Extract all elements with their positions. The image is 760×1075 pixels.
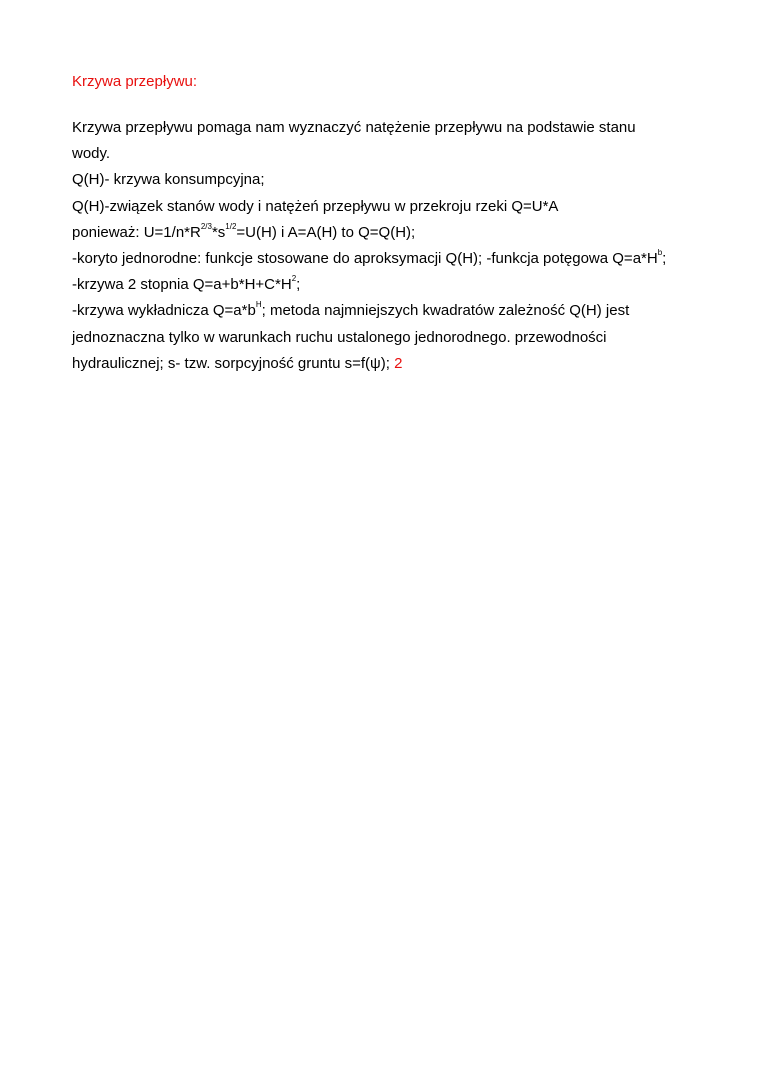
red-annotation: 2: [394, 354, 403, 372]
superscript: H: [255, 300, 262, 310]
text-line-3: Q(H)- krzywa konsumpcyjna;: [72, 171, 265, 189]
text-line-10: [72, 351, 692, 377]
text-line-8: [72, 298, 692, 324]
formula-part: -koryto jednorodne: funkcje stosowane do aproksymacji Q(H); -funkcja potęgowa Q=a*H: [72, 250, 658, 268]
text-line-7: [72, 272, 692, 298]
formula-part: hydraulicznej; s- tzw. sorpcyjność gruntu s=f(ψ);: [72, 354, 390, 372]
superscript: 1/2: [225, 221, 237, 231]
text-line-5: [72, 220, 692, 246]
formula-part: ponieważ: U=1/n*R: [72, 223, 201, 241]
text-line-4: Q(H)-związek stanów wody i natężeń przepływu w przekroju rzeki Q=U*A: [72, 197, 559, 215]
body-text: [72, 115, 692, 377]
superscript: 2/3: [200, 221, 212, 231]
formula-part: *s: [211, 223, 226, 241]
superscript: 2: [291, 274, 297, 284]
formula-part: ;: [662, 250, 667, 268]
formula-part: ;: [296, 276, 301, 294]
formula-part: -krzywa wykładnicza Q=a*b: [72, 302, 256, 320]
text-line-2: wody.: [72, 145, 111, 163]
formula-part: =U(H) i A=A(H) to Q=Q(H);: [236, 223, 416, 241]
superscript: b: [657, 248, 663, 258]
section-heading: Krzywa przepływu:: [72, 73, 198, 90]
text-line-9: jednoznaczna tylko w warunkach ruchu ustalonego jednorodnego. przewodności: [72, 328, 607, 346]
formula-part: -krzywa 2 stopnia Q=a+b*H+C*H: [72, 276, 292, 294]
text-line-1: Krzywa przepływu pomaga nam wyznaczyć natężenie przepływu na podstawie stanu: [72, 119, 636, 136]
formula-part: ; metoda najmniejszych kwadratów zależność Q(H) jest: [261, 302, 630, 320]
text-line-6: [72, 246, 692, 272]
